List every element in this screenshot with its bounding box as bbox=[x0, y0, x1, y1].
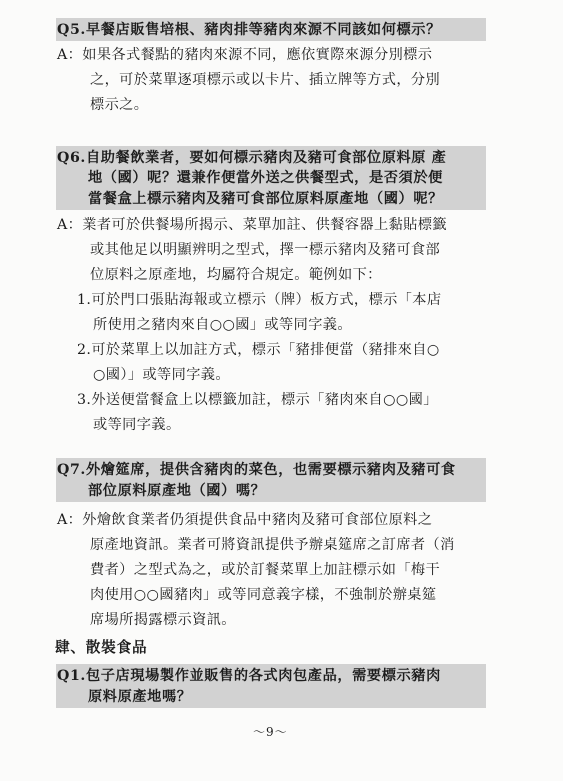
q7-answer-line: 肉使用○○國豬肉」或等同意義字樣，不強制於辦桌筵 bbox=[90, 587, 437, 603]
q6-example-line: 3.外送便當餐盒上以標籤加註，標示「豬肉來自○○國」 bbox=[77, 392, 438, 408]
q7-answer-line: 原產地資訊。業者可將資訊提供予辦桌筵席之訂席者（消 bbox=[90, 537, 455, 553]
q5-answer-line: A：如果各式餐點的豬肉來源不同，應依實際來源分別標示 bbox=[57, 47, 433, 63]
q7-answer-line: A：外燴飲食業者仍須提供食品中豬肉及豬可食部位原料之 bbox=[57, 512, 433, 528]
section-heading: 肆、散裝食品 bbox=[55, 639, 148, 656]
q7-title-line: Q7.外燴筵席，提供含豬肉的菜色，也需要標示豬肉及豬可食 bbox=[57, 462, 456, 478]
q6-answer-line: 位原料之原產地，均屬符合規定。範例如下： bbox=[90, 267, 382, 283]
q6-answer-line: 或其他足以明顯辨明之型式，擇一標示豬肉及豬可食部 bbox=[90, 242, 441, 258]
q6-title-line: 地（國）呢？還兼作便當外送之供餐型式，是否須於便 bbox=[88, 170, 443, 186]
q6-example-line: ○國）」或等同字義。 bbox=[93, 367, 230, 383]
q5-answer-line: 標示之。 bbox=[90, 97, 149, 113]
page-number: ～9～ bbox=[253, 725, 288, 739]
q6-example-line: 2.可於菜單上以加註方式，標示「豬排便當（豬排來自○ bbox=[77, 342, 440, 358]
q6-example-line: 所使用之豬肉來自○○國」或等同字義。 bbox=[93, 317, 352, 333]
q6-example-line: 或等同字義。 bbox=[93, 417, 181, 433]
q7-title-line: 部位原料原產地（國）嗎？ bbox=[88, 483, 266, 499]
q1-title-line: 原料原產地嗎？ bbox=[88, 689, 192, 705]
q1-title-line: Q1.包子店現場製作並販售的各式肉包產品，需要標示豬肉 bbox=[57, 668, 441, 684]
q7-answer-line: 席場所揭露標示資訊。 bbox=[90, 612, 236, 628]
q6-title-line: 當餐盒上標示豬肉及豬可食部位原料原產地（國）呢？ bbox=[88, 191, 443, 207]
q6-answer-line: A：業者可於供餐場所揭示、菜單加註、供餐容器上黏貼標籤 bbox=[57, 217, 447, 233]
q5-answer-line: 之，可於菜單逐項標示或以卡片、插立牌等方式，分別 bbox=[90, 72, 441, 88]
q5-title: Q5.早餐店販售培根、豬肉排等豬肉來源不同該如何標示？ bbox=[57, 22, 441, 38]
q6-title-line: Q6.自助餐飲業者，要如何標示豬肉及豬可食部位原料原 產 bbox=[57, 150, 447, 166]
q7-answer-line: 費者）之型式為之，或於訂餐菜單上加註標示如「梅干 bbox=[90, 562, 441, 578]
q6-example-line: 1.可於門口張貼海報或立標示（牌）板方式，標示「本店 bbox=[77, 292, 442, 308]
